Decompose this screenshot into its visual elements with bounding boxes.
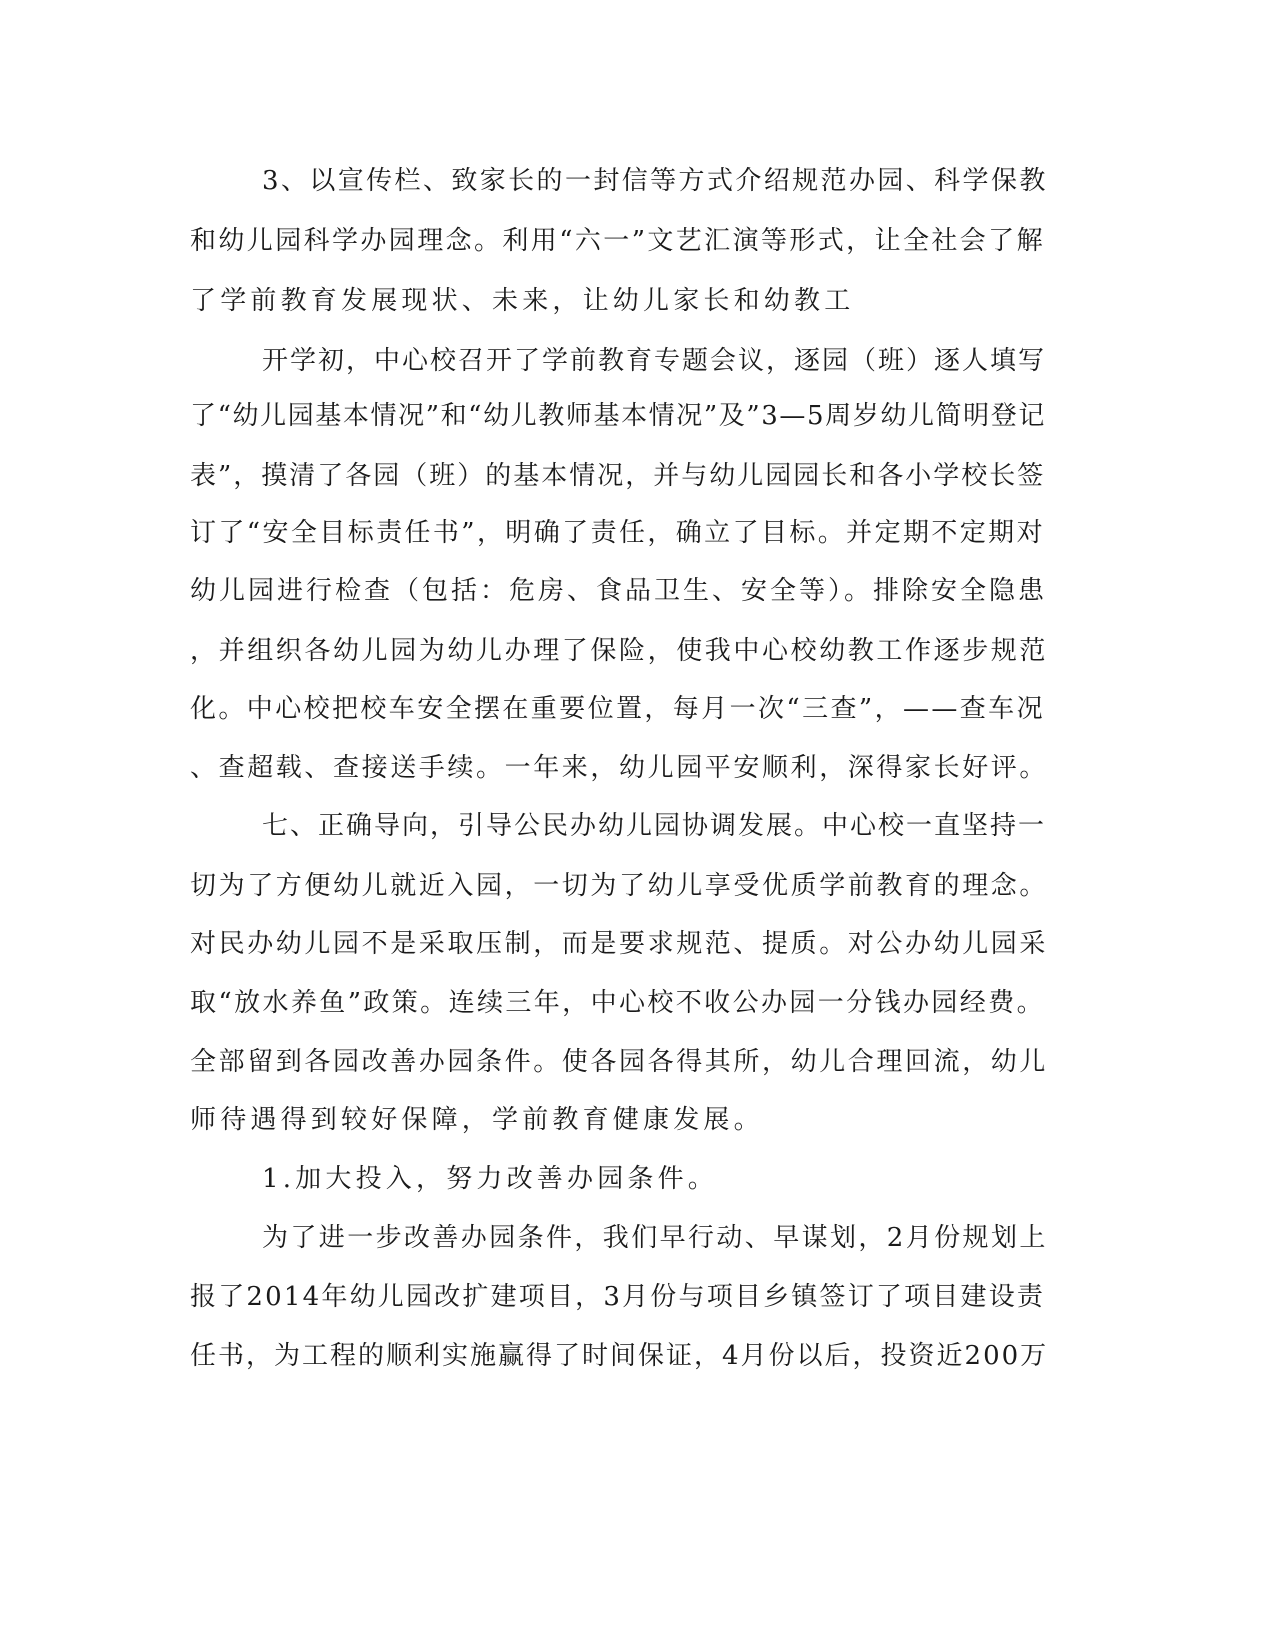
text-line: 了学前教育发展现状、未来，让幼儿家长和幼教工 [190,286,855,316]
text-line: 对民办幼儿园不是采取压制，而是要求规范、提质。对公办幼儿园采 [190,929,1049,959]
text-line: 取“放水养鱼”政策。连续三年，中心校不收公办园一分钱办园经费。 [190,988,1045,1018]
text-line: 了“幼儿园基本情况”和“幼儿教师基本情况”及”3—5周岁幼儿简明登记 [190,401,1046,431]
text-line: 开学初，中心校召开了学前教育专题会议，逐园（班）逐人填写 [262,346,1047,376]
text-line: 幼儿园进行检查（包括：危房、食品卫生、安全等）。排除安全隐患 [190,576,1048,606]
text-line: 师待遇得到较好保障，学前教育健康发展。 [190,1105,764,1135]
text-line: 化。中心校把校车安全摆在重要位置，每月一次“三查”，——查车况 [190,694,1045,724]
text-line: 1.加大投入，努力改善办园条件。 [262,1164,719,1194]
text-line: 、查超载、查接送手续。一年来，幼儿园平安顺利，深得家长好评。 [190,753,1049,783]
text-line: 和幼儿园科学办园理念。利用“六一”文艺汇演等形式，让全社会了解 [190,226,1045,256]
text-line: 任书，为工程的顺利实施赢得了时间保证，4月份以后，投资近200万 [190,1341,1049,1371]
text-line: ，并组织各幼儿园为幼儿办理了保险，使我中心校幼教工作逐步规范 [190,636,1049,666]
text-line: 为了进一步改善办园条件，我们早行动、早谋划，2月份规划上 [262,1223,1048,1253]
text-line: 七、正确导向，引导公民办幼儿园协调发展。中心校一直坚持一 [262,811,1047,841]
text-line: 表”，摸清了各园（班）的基本情况，并与幼儿园园长和各小学校长签 [190,461,1046,491]
text-line: 全部留到各园改善办园条件。使各园各得其所，幼儿合理回流，幼儿 [190,1047,1049,1077]
text-line: 订了“安全目标责任书”，明确了责任，确立了目标。并定期不定期对 [190,518,1045,548]
text-line: 切为了方便幼儿就近入园，一切为了幼儿享受优质学前教育的理念。 [190,871,1049,901]
text-line: 报了2014年幼儿园改扩建项目，3月份与项目乡镇签订了项目建设责 [190,1282,1046,1312]
text-line: 3、以宣传栏、致家长的一封信等方式介绍规范办园、科学保教 [262,166,1048,196]
